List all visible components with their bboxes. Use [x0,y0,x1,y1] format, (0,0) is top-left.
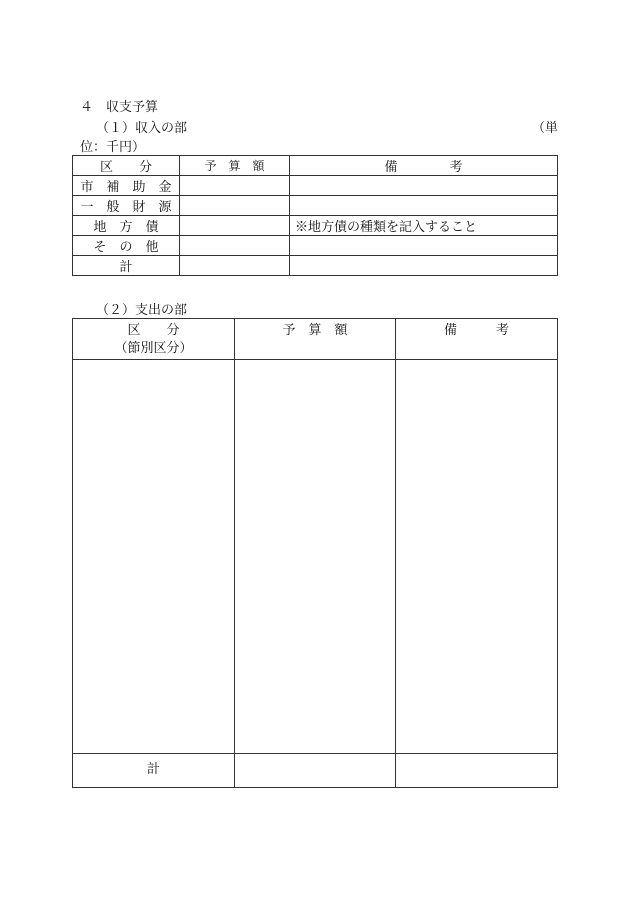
expense-header-category-label: 区 分 [127,323,180,338]
expense-total-label: 計 [73,754,235,788]
income-heading: （１）収入の部 [96,121,188,136]
income-amount-cell[interactable] [180,176,290,196]
income-category-cell: 市 補 助 金 [73,176,180,196]
expense-heading: （２）支出の部 [96,303,188,318]
unit-note-part2: 位：千円） [80,140,146,155]
income-note-cell[interactable] [290,236,558,256]
expense-total-note[interactable] [396,754,558,788]
income-category-cell: 一 般 財 源 [73,196,180,216]
income-note-cell[interactable] [290,256,558,276]
expense-note-area[interactable] [396,360,558,754]
expense-amount-area[interactable] [235,360,396,754]
section-title: ４ 収支予算 [80,100,159,115]
expense-body-row [73,360,558,754]
income-amount-cell[interactable] [180,196,290,216]
table-row [73,176,558,196]
income-category-cell: 地 方 債 [73,216,180,236]
expense-header-note: 備 考 [396,319,558,360]
income-header-category: 区 分 [73,156,180,176]
income-table [72,155,558,276]
table-row [73,216,558,236]
expense-total-amount[interactable] [235,754,396,788]
income-note-cell[interactable]: ※地方債の種類を記入すること [290,216,558,236]
income-header-row [73,156,558,176]
table-row [73,196,558,216]
expense-header-amount: 予 算 額 [235,319,396,360]
expense-header-category [73,319,235,360]
table-row [73,236,558,256]
expense-total-row [73,754,558,788]
expense-table [72,318,558,788]
income-header-amount: 予 算 額 [180,156,290,176]
unit-note-part1: （単 [532,121,559,136]
expense-header-row [73,319,558,360]
income-note-cell[interactable] [290,176,558,196]
income-amount-cell[interactable] [180,256,290,276]
income-amount-cell[interactable] [180,216,290,236]
expense-header-category-sub: （節別区分） [114,341,193,356]
expense-category-area[interactable] [73,360,235,754]
table-row [73,256,558,276]
income-amount-cell[interactable] [180,236,290,256]
income-header-note: 備 考 [290,156,558,176]
income-category-cell: そ の 他 [73,236,180,256]
income-note-cell[interactable] [290,196,558,216]
income-total-label: 計 [73,256,180,276]
